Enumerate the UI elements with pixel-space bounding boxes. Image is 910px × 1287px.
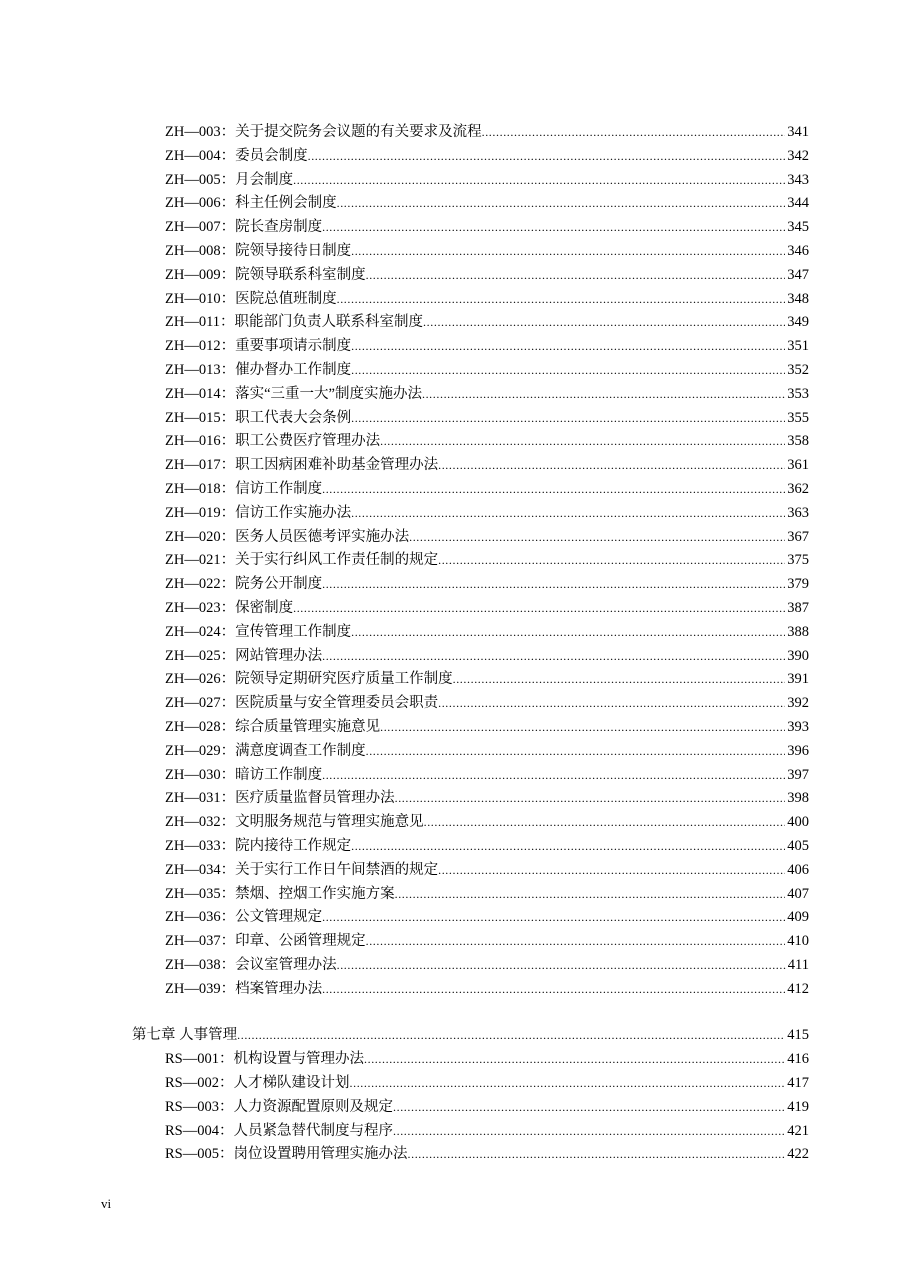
dot-leader — [380, 430, 785, 454]
toc-entry-label — [165, 430, 380, 454]
toc-entry-page-number: 358 — [787, 433, 809, 450]
toc-entry-page-number: 349 — [787, 314, 809, 331]
toc-entry[interactable] — [132, 883, 809, 907]
toc-entry-title: 宣传管理工作制度 — [235, 623, 352, 640]
dot-leader — [351, 621, 785, 645]
dot-leader — [322, 978, 785, 1002]
toc-entry-code: ZH—024： — [165, 623, 236, 640]
dot-leader — [351, 240, 785, 264]
toc-entry-label — [165, 192, 337, 216]
toc-entry-label — [165, 787, 395, 811]
dot-leader — [438, 692, 785, 716]
toc-entry-label — [165, 549, 438, 573]
toc-entry-code: ZH—008： — [165, 242, 236, 259]
toc-entry-label — [165, 716, 380, 740]
dot-leader — [322, 906, 785, 930]
toc-entry[interactable] — [132, 478, 809, 502]
toc-entry[interactable] — [132, 1143, 809, 1167]
dot-leader — [366, 930, 786, 954]
dot-leader — [351, 502, 785, 526]
toc-entry-page-number: 387 — [787, 599, 809, 616]
toc-entry-code: ZH—025： — [165, 647, 236, 664]
toc-entry-code: ZH—009： — [165, 266, 236, 283]
dot-leader — [350, 1072, 786, 1096]
toc-entry-page-number: 412 — [787, 980, 809, 997]
toc-entry-title: 禁烟、控烟工作实施方案 — [235, 885, 395, 902]
toc-entry[interactable] — [132, 121, 809, 145]
toc-entry-title: 落实“三重一大”制度实施办法 — [235, 385, 422, 402]
toc-entry-page-number: 407 — [787, 885, 809, 902]
toc-entry[interactable] — [132, 835, 809, 859]
toc-entry-page-number: 352 — [787, 361, 809, 378]
toc-entry[interactable] — [132, 764, 809, 788]
toc-entry-label — [165, 216, 322, 240]
toc-entry-title: 人才梯队建设计划 — [233, 1075, 350, 1092]
toc-entry-label — [165, 169, 293, 193]
toc-entry-title: 网站管理办法 — [235, 647, 323, 664]
toc-entry-page-number: 398 — [787, 790, 809, 807]
toc-entry-title: 月会制度 — [235, 171, 294, 188]
toc-entry-code: RS—001： — [165, 1051, 234, 1068]
toc-entry-title: 职工代表大会条例 — [235, 409, 352, 426]
toc-entry-title: 职工因病困难补助基金管理办法 — [235, 457, 439, 474]
toc-entry[interactable] — [132, 1120, 809, 1144]
dot-leader — [395, 787, 786, 811]
toc-entry-title: 保密制度 — [235, 599, 294, 616]
dot-leader — [322, 764, 785, 788]
toc-entry[interactable] — [132, 430, 809, 454]
toc-entry-code: ZH—032： — [165, 814, 236, 831]
toc-entry-label — [165, 573, 322, 597]
toc-entry-label — [165, 978, 322, 1002]
toc-entry-label — [165, 883, 395, 907]
toc-entry-page-number: 375 — [787, 552, 809, 569]
toc-entry-page-number: 417 — [787, 1075, 809, 1092]
dot-leader — [380, 716, 785, 740]
toc-entry-code: ZH—018： — [165, 480, 236, 497]
toc-entry[interactable] — [132, 1048, 809, 1072]
toc-entry[interactable] — [132, 192, 809, 216]
toc-entry-title: 职能部门负责人联系科室制度 — [234, 314, 424, 331]
toc-entry-title: 重要事项请示制度 — [235, 338, 352, 355]
toc-entry-title: 关于实行纠风工作责任制的规定 — [235, 552, 439, 569]
chapter-title: 第七章 人事管理 — [132, 1027, 238, 1044]
toc-entry[interactable] — [132, 811, 809, 835]
dot-leader — [337, 192, 786, 216]
toc-entry-label — [165, 478, 322, 502]
toc-entry-title: 医院总值班制度 — [235, 290, 337, 307]
toc-entry-code: ZH—022： — [165, 576, 236, 593]
toc-entry-code: ZH—021： — [165, 552, 236, 569]
toc-entry-label — [165, 597, 293, 621]
dot-leader — [438, 454, 785, 478]
toc-entry-page-number: 409 — [787, 909, 809, 926]
toc-entry-code: ZH—027： — [165, 695, 236, 712]
dot-leader — [322, 645, 785, 669]
toc-entry-title: 院务公开制度 — [235, 576, 323, 593]
toc-entry-title: 医务人员医德考评实施办法 — [235, 528, 410, 545]
toc-entry[interactable] — [132, 407, 809, 431]
toc-entry-label — [165, 1143, 408, 1167]
toc-entry-label — [165, 502, 351, 526]
toc-entry-code: ZH—026： — [165, 671, 236, 688]
toc-entry-page-number: 345 — [787, 219, 809, 236]
toc-entry-code: ZH—016： — [165, 433, 236, 450]
toc-entry-label — [165, 835, 351, 859]
toc-entry-label — [165, 383, 422, 407]
toc-entry-label — [165, 740, 366, 764]
toc-entry-code: ZH—023： — [165, 599, 236, 616]
toc-entry[interactable] — [132, 335, 809, 359]
toc-entry-title: 院领导定期研究医疗质量工作制度 — [235, 671, 453, 688]
toc-entry-code: ZH—011： — [165, 314, 235, 331]
toc-entry-code: ZH—036： — [165, 909, 236, 926]
toc-entry-page-number: 397 — [787, 766, 809, 783]
toc-entry-page-number: 361 — [787, 457, 809, 474]
toc-entry-code: ZH—028： — [165, 718, 236, 735]
toc-entry-label — [165, 692, 438, 716]
toc-entry-code: ZH—015： — [165, 409, 236, 426]
dot-leader — [293, 597, 785, 621]
toc-entry-title: 院内接待工作规定 — [235, 837, 352, 854]
toc-entry[interactable] — [132, 169, 809, 193]
dot-leader — [322, 478, 785, 502]
toc-entry-label — [165, 288, 337, 312]
toc-entry-code: ZH—039： — [165, 980, 236, 997]
toc-entry-code: ZH—007： — [165, 219, 236, 236]
toc-entry-page-number: 416 — [787, 1051, 809, 1068]
toc-entry-title: 科主任例会制度 — [235, 195, 337, 212]
dot-leader — [351, 335, 785, 359]
toc-entry-page-number: 341 — [787, 124, 809, 140]
toc-entry-page-number: 343 — [787, 171, 809, 188]
dot-leader — [423, 311, 785, 335]
toc-entry[interactable] — [132, 1072, 809, 1096]
toc-entry-code: ZH—034： — [165, 861, 236, 878]
toc-entry-page-number: 422 — [787, 1146, 809, 1163]
toc-entry[interactable] — [132, 264, 809, 288]
toc-entry-page-number: 348 — [787, 290, 809, 307]
toc-entry[interactable] — [132, 526, 809, 550]
toc-entry-title: 委员会制度 — [235, 147, 308, 164]
dot-leader — [453, 668, 786, 692]
toc-entry-title: 岗位设置聘用管理实施办法 — [233, 1146, 408, 1163]
toc-entry-title: 档案管理办法 — [235, 980, 323, 997]
toc-entry-page-number: 396 — [787, 742, 809, 759]
dot-leader — [482, 121, 786, 145]
toc-entry-label — [165, 145, 308, 169]
dot-leader — [351, 407, 785, 431]
dot-leader — [438, 549, 785, 573]
toc-entry-title: 会议室管理办法 — [235, 956, 337, 973]
toc-entry-page-number: 344 — [787, 195, 809, 212]
toc-entry-label — [165, 264, 366, 288]
toc-entry[interactable] — [132, 502, 809, 526]
dot-leader — [438, 859, 785, 883]
toc-entry[interactable] — [132, 145, 809, 169]
toc-entry-code: ZH—014： — [165, 385, 236, 402]
toc-entry-label — [165, 668, 453, 692]
toc-entry-label — [165, 764, 322, 788]
toc-entry-code: RS—005： — [165, 1146, 234, 1163]
toc-entry[interactable] — [132, 549, 809, 573]
toc-entry-page-number: 419 — [787, 1098, 809, 1115]
toc-entry-code: ZH—010： — [165, 290, 236, 307]
dot-leader — [409, 526, 785, 550]
toc-entry-page-number: 390 — [787, 647, 809, 664]
toc-entry-title: 催办督办工作制度 — [235, 361, 352, 378]
toc-entry-label — [165, 1096, 393, 1120]
toc-entry[interactable] — [132, 216, 809, 240]
toc-entry-title: 关于提交院务会议题的有关要求及流程 — [235, 124, 482, 140]
toc-entry[interactable] — [132, 645, 809, 669]
toc-entry-label — [165, 621, 351, 645]
toc-entry-title: 暗访工作制度 — [235, 766, 323, 783]
chapter-heading[interactable] — [132, 1024, 809, 1048]
toc-entry[interactable] — [132, 978, 809, 1002]
toc-entry-page-number: 355 — [787, 409, 809, 426]
toc-entry-page-number: 346 — [787, 242, 809, 259]
toc-entry-code: ZH—012： — [165, 338, 236, 355]
toc-entry-code: RS—003： — [165, 1098, 234, 1115]
dot-leader — [395, 883, 786, 907]
zh-entry-list — [132, 121, 809, 1001]
dot-leader — [351, 835, 785, 859]
toc-entry-page-number: 351 — [787, 338, 809, 355]
toc-entry-page-number: 400 — [787, 814, 809, 831]
toc-entry-code: RS—004： — [165, 1122, 234, 1139]
toc-entry-label — [165, 454, 438, 478]
toc-entry-code: ZH—003： — [165, 124, 236, 140]
toc-entry-title: 院领导接待日制度 — [235, 242, 352, 259]
toc-entry-page-number: 405 — [787, 837, 809, 854]
toc-entry-page-number: 391 — [787, 671, 809, 688]
toc-entry-label — [165, 859, 438, 883]
toc-entry-page-number: 363 — [787, 504, 809, 521]
toc-entry-label — [165, 311, 423, 335]
rs-entry-list — [132, 1048, 809, 1167]
toc-entry-page-number: 392 — [787, 695, 809, 712]
toc-entry[interactable] — [132, 668, 809, 692]
toc-entry-page-number: 411 — [787, 956, 809, 973]
toc-entry[interactable] — [132, 1096, 809, 1120]
toc-entry[interactable] — [132, 454, 809, 478]
toc-entry-label — [165, 335, 351, 359]
toc-entry-title: 印章、公函管理规定 — [235, 933, 366, 950]
toc-entry[interactable] — [132, 288, 809, 312]
toc-entry[interactable] — [132, 692, 809, 716]
toc-entry-code: ZH—033： — [165, 837, 236, 854]
toc-entry-title: 人力资源配置原则及规定 — [233, 1098, 393, 1115]
toc-entry-code: ZH—004： — [165, 147, 236, 164]
toc-entry[interactable] — [132, 859, 809, 883]
toc-entry-title: 综合质量管理实施意见 — [235, 718, 381, 735]
toc-entry-title: 满意度调查工作制度 — [235, 742, 366, 759]
toc-entry-page-number: 406 — [787, 861, 809, 878]
dot-leader — [424, 811, 786, 835]
toc-entry[interactable] — [132, 930, 809, 954]
toc-entry-title: 文明服务规范与管理实施意见 — [235, 814, 424, 831]
toc-entry-page-number: 421 — [787, 1122, 809, 1139]
toc-entry-label — [165, 954, 337, 978]
toc-entry-label — [165, 359, 351, 383]
toc-entry[interactable] — [132, 573, 809, 597]
toc-entry-title: 关于实行工作日午间禁酒的规定 — [235, 861, 439, 878]
toc-entry-code: RS—002： — [165, 1075, 234, 1092]
footer-page-label: vi — [101, 1196, 112, 1211]
toc-entry-title: 医院质量与安全管理委员会职责 — [235, 695, 439, 712]
toc-entry-page-number: 367 — [787, 528, 809, 545]
dot-leader — [393, 1096, 785, 1120]
dot-leader — [366, 264, 786, 288]
toc-entry-title: 信访工作实施办法 — [235, 504, 352, 521]
toc-entry-page-number: 362 — [787, 480, 809, 497]
toc-entry-label — [165, 526, 409, 550]
toc-entry-title: 公文管理规定 — [235, 909, 323, 926]
toc-entry-page-number: 388 — [787, 623, 809, 640]
toc-entry-title: 职工公费医疗管理办法 — [235, 433, 381, 450]
toc-entry[interactable] — [132, 359, 809, 383]
toc-entry-code: ZH—031： — [165, 790, 236, 807]
toc-entry-title: 信访工作制度 — [235, 480, 323, 497]
dot-leader — [366, 740, 786, 764]
toc-entry[interactable] — [132, 240, 809, 264]
toc-entry-label — [165, 240, 351, 264]
toc-entry-title: 院领导联系科室制度 — [235, 266, 366, 283]
toc-entry-code: ZH—030： — [165, 766, 236, 783]
toc-entry-code: ZH—019： — [165, 504, 236, 521]
dot-leader — [308, 145, 786, 169]
toc-entry-title: 院长查房制度 — [235, 219, 323, 236]
dot-leader — [337, 288, 786, 312]
table-of-contents — [132, 121, 809, 1167]
toc-entry-page-number: 393 — [787, 718, 809, 735]
toc-entry-label — [165, 645, 322, 669]
toc-entry-code: ZH—013： — [165, 361, 236, 378]
toc-entry[interactable] — [132, 597, 809, 621]
toc-entry-title: 医疗质量监督员管理办法 — [235, 790, 395, 807]
dot-leader — [237, 1024, 785, 1048]
dot-leader — [337, 954, 786, 978]
toc-entry-label — [165, 1072, 350, 1096]
toc-entry[interactable] — [132, 740, 809, 764]
dot-leader — [293, 169, 785, 193]
toc-entry-page-number: 379 — [787, 576, 809, 593]
toc-entry[interactable] — [132, 716, 809, 740]
toc-entry-page-number: 347 — [787, 266, 809, 283]
dot-leader — [322, 216, 785, 240]
toc-entry[interactable] — [132, 954, 809, 978]
toc-entry-code: ZH—005： — [165, 171, 236, 188]
dot-leader — [408, 1143, 786, 1167]
toc-entry-label — [165, 1048, 364, 1072]
toc-entry-label — [165, 930, 366, 954]
dot-leader — [364, 1048, 785, 1072]
toc-entry[interactable] — [132, 787, 809, 811]
toc-entry-code: ZH—035： — [165, 885, 236, 902]
dot-leader — [351, 359, 785, 383]
toc-entry[interactable] — [132, 311, 809, 335]
toc-entry-page-number: 410 — [787, 933, 809, 950]
dot-leader — [393, 1120, 785, 1144]
toc-entry-title: 机构设置与管理办法 — [233, 1051, 364, 1068]
toc-entry[interactable] — [132, 621, 809, 645]
toc-entry-label — [165, 906, 322, 930]
toc-entry-code: ZH—029： — [165, 742, 236, 759]
toc-entry[interactable] — [132, 906, 809, 930]
toc-entry-code: ZH—006： — [165, 195, 236, 212]
toc-entry-label — [165, 1120, 393, 1144]
toc-entry-code: ZH—038： — [165, 956, 236, 973]
dot-leader — [422, 383, 785, 407]
chapter-page-number: 415 — [787, 1027, 809, 1044]
toc-entry-page-number: 342 — [787, 147, 809, 164]
toc-entry-label — [165, 811, 424, 835]
toc-entry-title: 人员紧急替代制度与程序 — [233, 1122, 393, 1139]
toc-entry[interactable] — [132, 383, 809, 407]
toc-entry-code: ZH—037： — [165, 933, 236, 950]
toc-entry-page-number: 353 — [787, 385, 809, 402]
toc-entry-label — [165, 121, 482, 145]
toc-entry-code: ZH—017： — [165, 457, 236, 474]
toc-entry-code: ZH—020： — [165, 528, 236, 545]
toc-entry-label — [165, 407, 351, 431]
dot-leader — [322, 573, 785, 597]
